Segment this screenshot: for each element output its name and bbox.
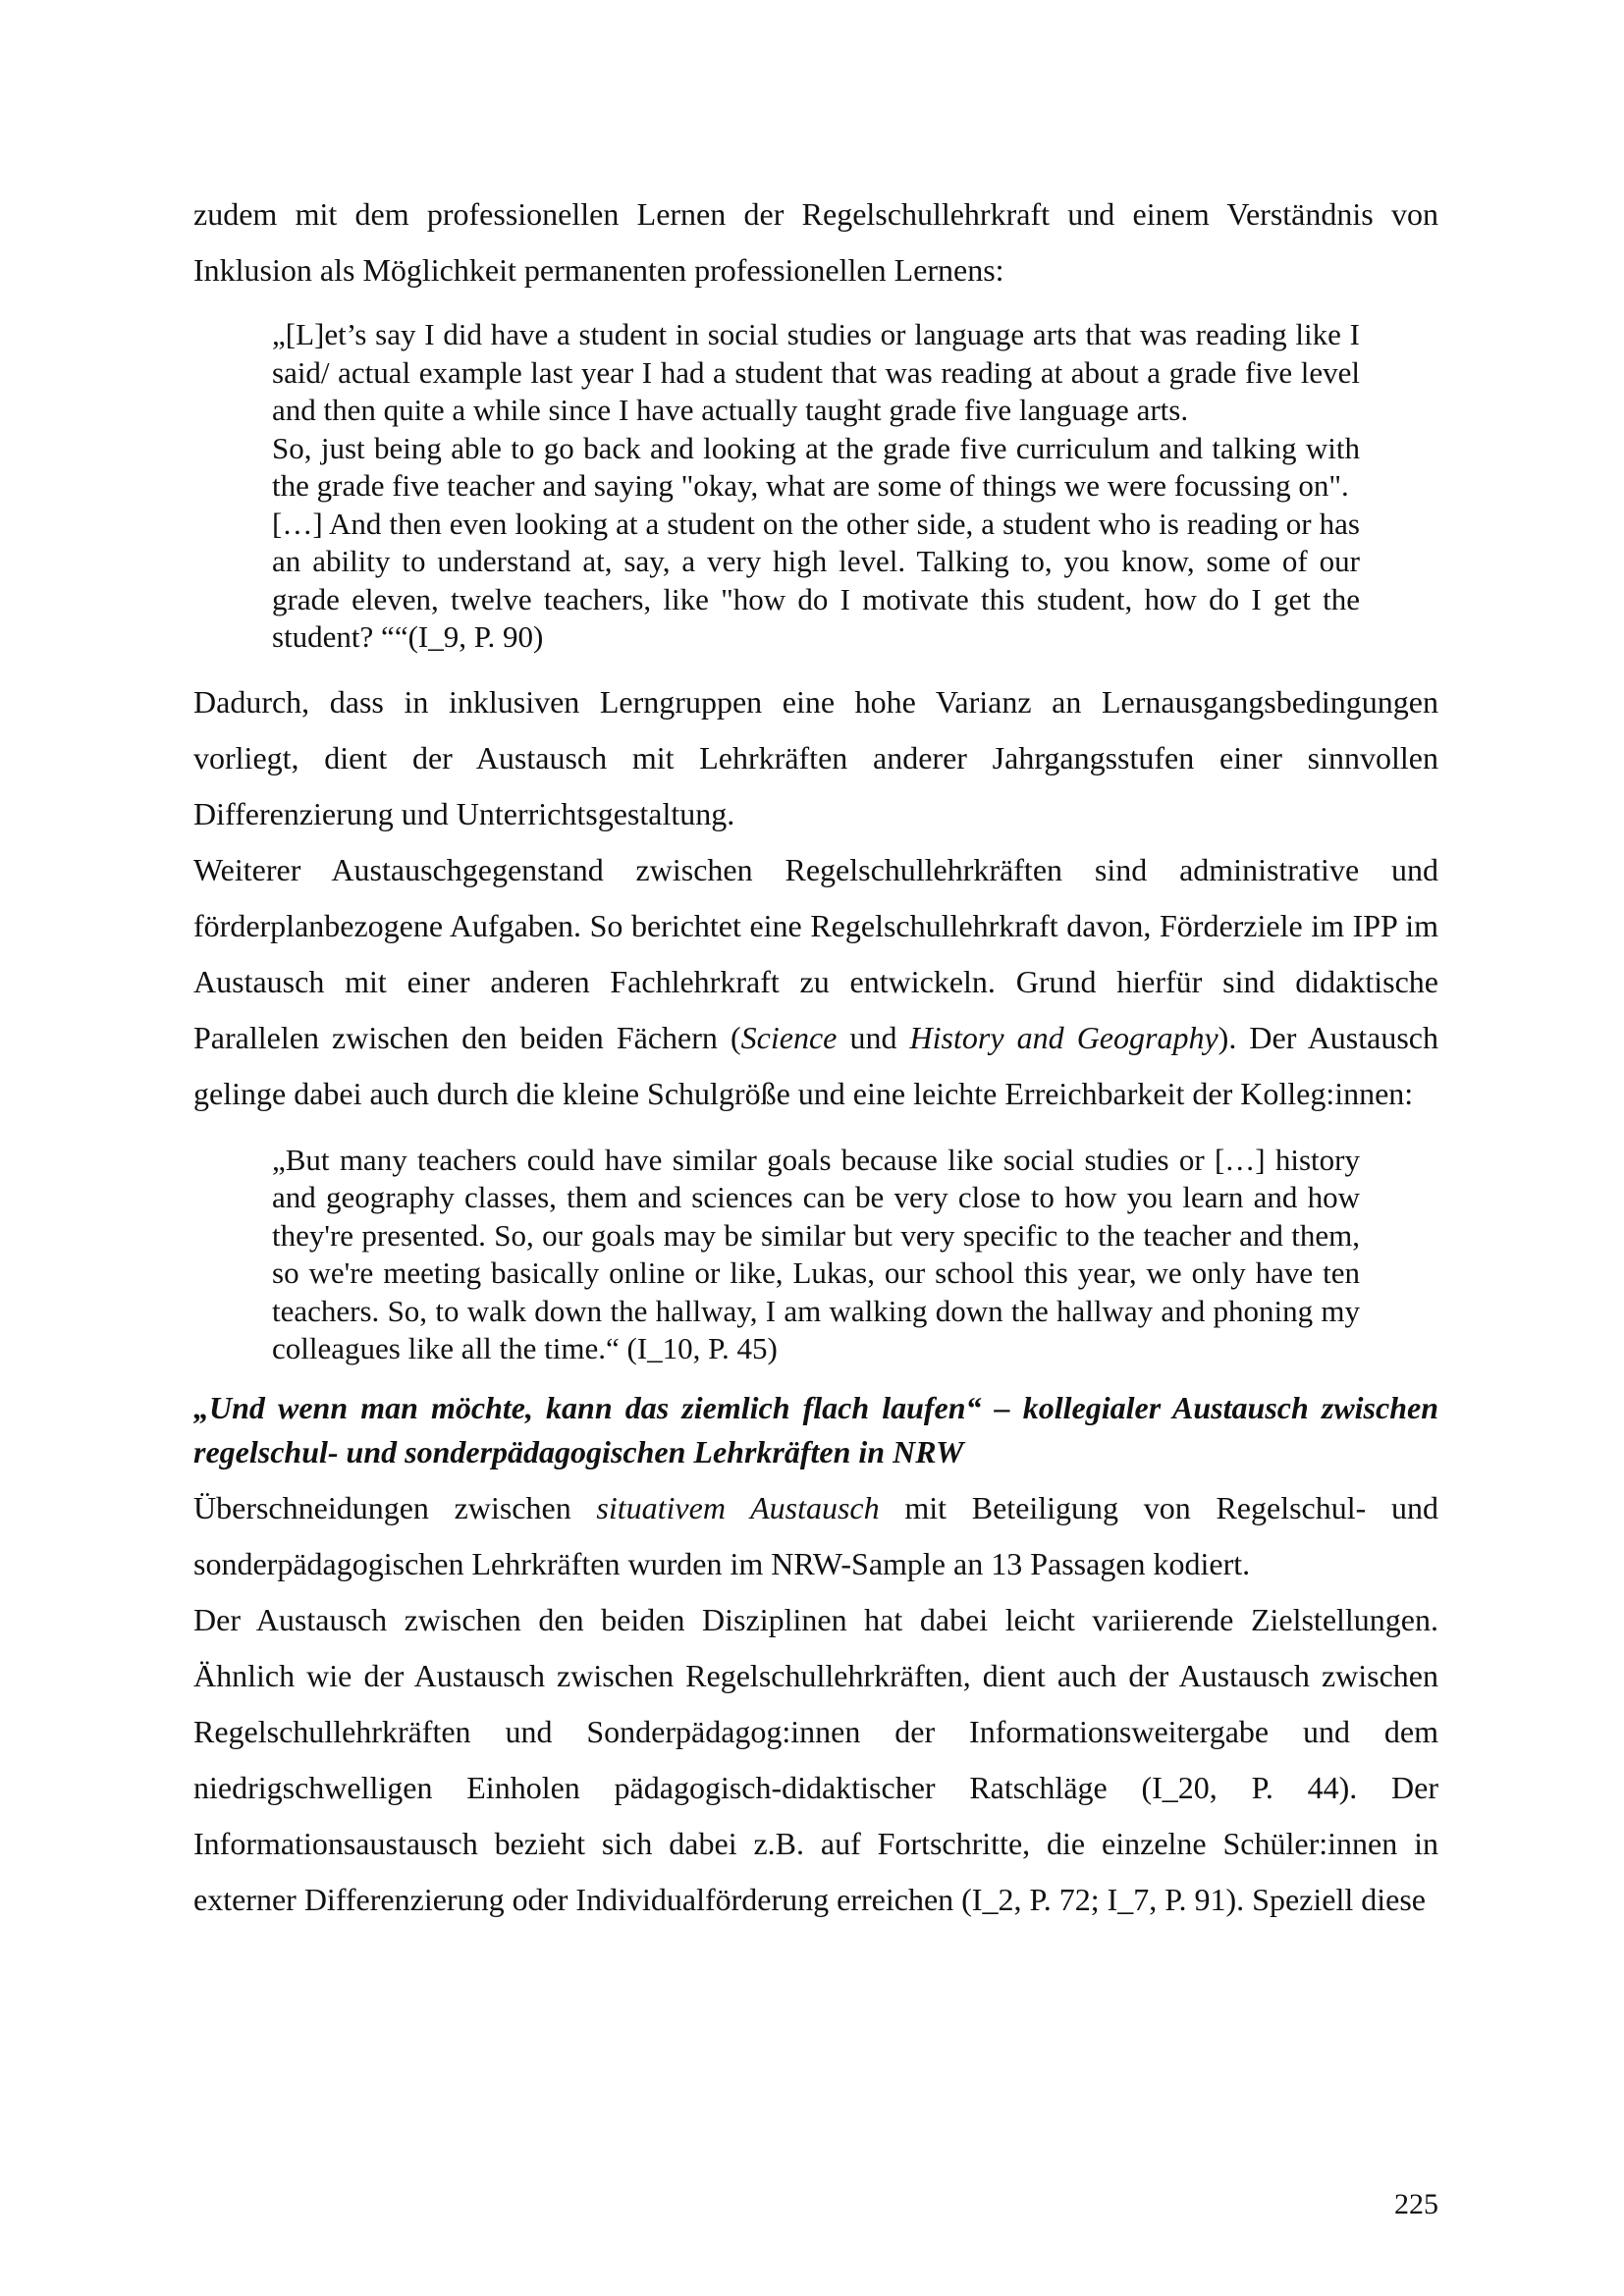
- page-body: [193, 187, 1438, 1928]
- paragraph-3-und: und: [837, 1019, 910, 1055]
- block-quote-2: „But many teachers could have similar goals because like social studies or […] history and geography classes, them and sciences can be very close to how you learn and how they're presented. So, our goals may be similar but very specific to the teacher and them, so we're meeting basically online or like, Lukas, our school this year, we only have ten teachers. So, to walk down the hallway, I am walking down the hallway and phoning my colleagues like all the time.“ (I_10, P. 45): [272, 1142, 1360, 1365]
- paragraph-4-text-b: mit Beteiligung von Regelschul- und sonderpädagogischen Lehrkräften wurden im NRW-Sample an 13 Passagen kodiert.: [193, 1489, 1439, 1581]
- paragraph-2: Dadurch, dass in inklusiven Lerngruppen eine hohe Varianz an Lernausgangsbedingungen vorliegt, dient der Austausch mit Lehrkräften anderer Jahrgangsstufen einer sinnvollen Differenzierung und Unterrichtsgestaltung.: [193, 683, 1438, 831]
- quote-1-part-1: „[L]et’s say I did have a student in social studies or language arts that was reading like I said/ actual example last year I had a student that was reading at about a grade five level and then quite a while since I have actually taught grade five language arts.: [272, 317, 1360, 427]
- paragraph-3-science: Science: [740, 1019, 838, 1055]
- page-number: 225: [1394, 2188, 1438, 2220]
- paragraph-intro: zudem mit dem professionellen Lernen der Regelschullehrkraft und einem Verständnis von Inklusion als Möglichkeit permanenten professionellen Lernens:: [193, 196, 1438, 288]
- paragraph-4-emphasis: situativem Austausch: [596, 1489, 880, 1525]
- paragraph-4: [193, 1480, 1438, 1592]
- paragraph-5: Der Austausch zwischen den beiden Disziplinen hat dabei leicht variierende Zielstellungen. Ähnlich wie der Austausch zwischen Regelschullehrkräften, dient auch der Austausch zwischen Regelschullehrkräften und Sonderpädagog:innen der Informationsweitergabe und dem niedrigschwelligen Einholen pädagogisch-didaktischer Ratschläge (I_20, P. 44). Der Informationsaustausch bezieht sich dabei z.B. auf Fortschritte, die einzelne Schüler:innen in externer Differenzierung oder Individualförderung erreichen (I_2, P. 72; I_7, P. 91). Speziell diese: [193, 1601, 1438, 1917]
- section-heading: „Und wenn man möchte, kann das ziemlich flach laufen“ – kollegialer Austausch zwischen regelschul- und sonderpädagogischen Lehrkräften in NRW: [193, 1389, 1438, 1469]
- paragraph-3-text-a: Weiterer Austauschgegenstand zwischen Regelschullehrkräften sind administrative und förderplanbezogene Aufgaben. So berichtet eine Regelschullehrkraft davon, Förderziele im IPP im Austausch mit einer anderen Fachlehrkraft zu entwickeln. Grund hierfür sind didaktische Parallelen zwischen den beiden Fächern (: [193, 851, 1438, 1055]
- paragraph-3: [193, 842, 1438, 1122]
- paragraph-4-text-a: Überschneidungen zwischen: [193, 1489, 597, 1525]
- block-quote-1: [272, 316, 1360, 657]
- quote-1-part-3: […] And then even looking at a student on the other side, a student who is reading or has an ability to understand at, say, a very high level. Talking to, you know, some of our grade eleven, twelve teachers, like "how do I motivate this student, how do I get the student? ““(I_9, P. 90): [272, 506, 1360, 654]
- paragraph-3-text-b: ). Der Austausch gelinge dabei auch durch die kleine Schulgröße und eine leichte Erreichbarkeit der Kolleg:innen:: [193, 1019, 1439, 1111]
- paragraph-3-history: History and Geography: [909, 1019, 1218, 1055]
- quote-1-part-2: So, just being able to go back and looking at the grade five curriculum and talking with the grade five teacher and saying "okay, what are some of things we were focussing on".: [272, 430, 1360, 503]
